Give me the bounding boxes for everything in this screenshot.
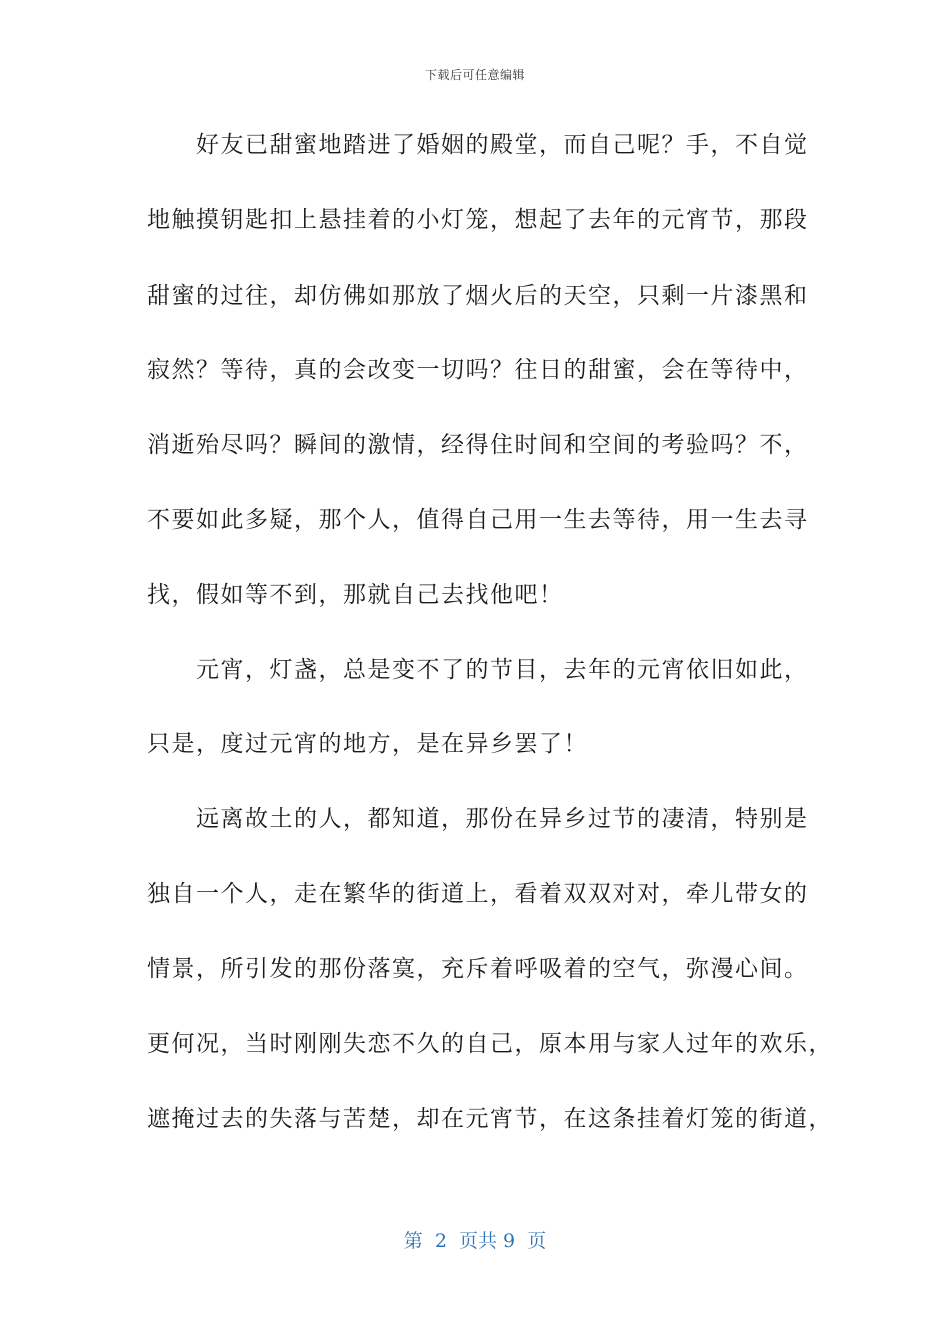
text-line: 遮掩过去的失落与苦楚，却在元宵节，在这条挂着灯笼的街道，	[147, 1106, 833, 1132]
text-line: 独自一个人，走在繁华的街道上，看着双双对对，牵儿带女的	[147, 881, 809, 907]
text-line: 远离故土的人，都知道，那份在异乡过节的凄清，特别是	[147, 806, 809, 832]
page-number: 第 2 页共 9 页	[403, 1230, 547, 1252]
header-note: 下载后可任意编辑	[424, 68, 525, 82]
text-line: 元宵，灯盏，总是变不了的节目，去年的元宵依旧如此，	[147, 657, 809, 683]
text-line: 情景，所引发的那份落寞，充斥着呼吸着的空气，弥漫心间。	[147, 956, 809, 982]
text-line: 消逝殆尽吗？瞬间的激情，经得住时间和空间的考验吗？不，	[147, 432, 809, 458]
text-line: 找，假如等不到，那就自己去找他吧！	[147, 582, 564, 608]
text-line: 不要如此多疑，那个人，值得自己用一生去等待，用一生去寻	[147, 507, 809, 533]
text-line: 寂然？等待，真的会改变一切吗？往日的甜蜜，会在等待中，	[147, 357, 809, 383]
text-line: 好友已甜蜜地踏进了婚姻的殿堂，而自己呢？手，不自觉	[147, 132, 809, 158]
text-line: 更何况，当时刚刚失恋不久的自己，原本用与家人过年的欢乐，	[147, 1031, 833, 1057]
text-line: 只是，度过元宵的地方，是在异乡罢了！	[147, 731, 588, 757]
text-line: 甜蜜的过往，却仿佛如那放了烟火后的天空，只剩一片漆黑和	[147, 283, 809, 309]
text-line: 地触摸钥匙扣上悬挂着的小灯笼，想起了去年的元宵节，那段	[147, 207, 809, 233]
